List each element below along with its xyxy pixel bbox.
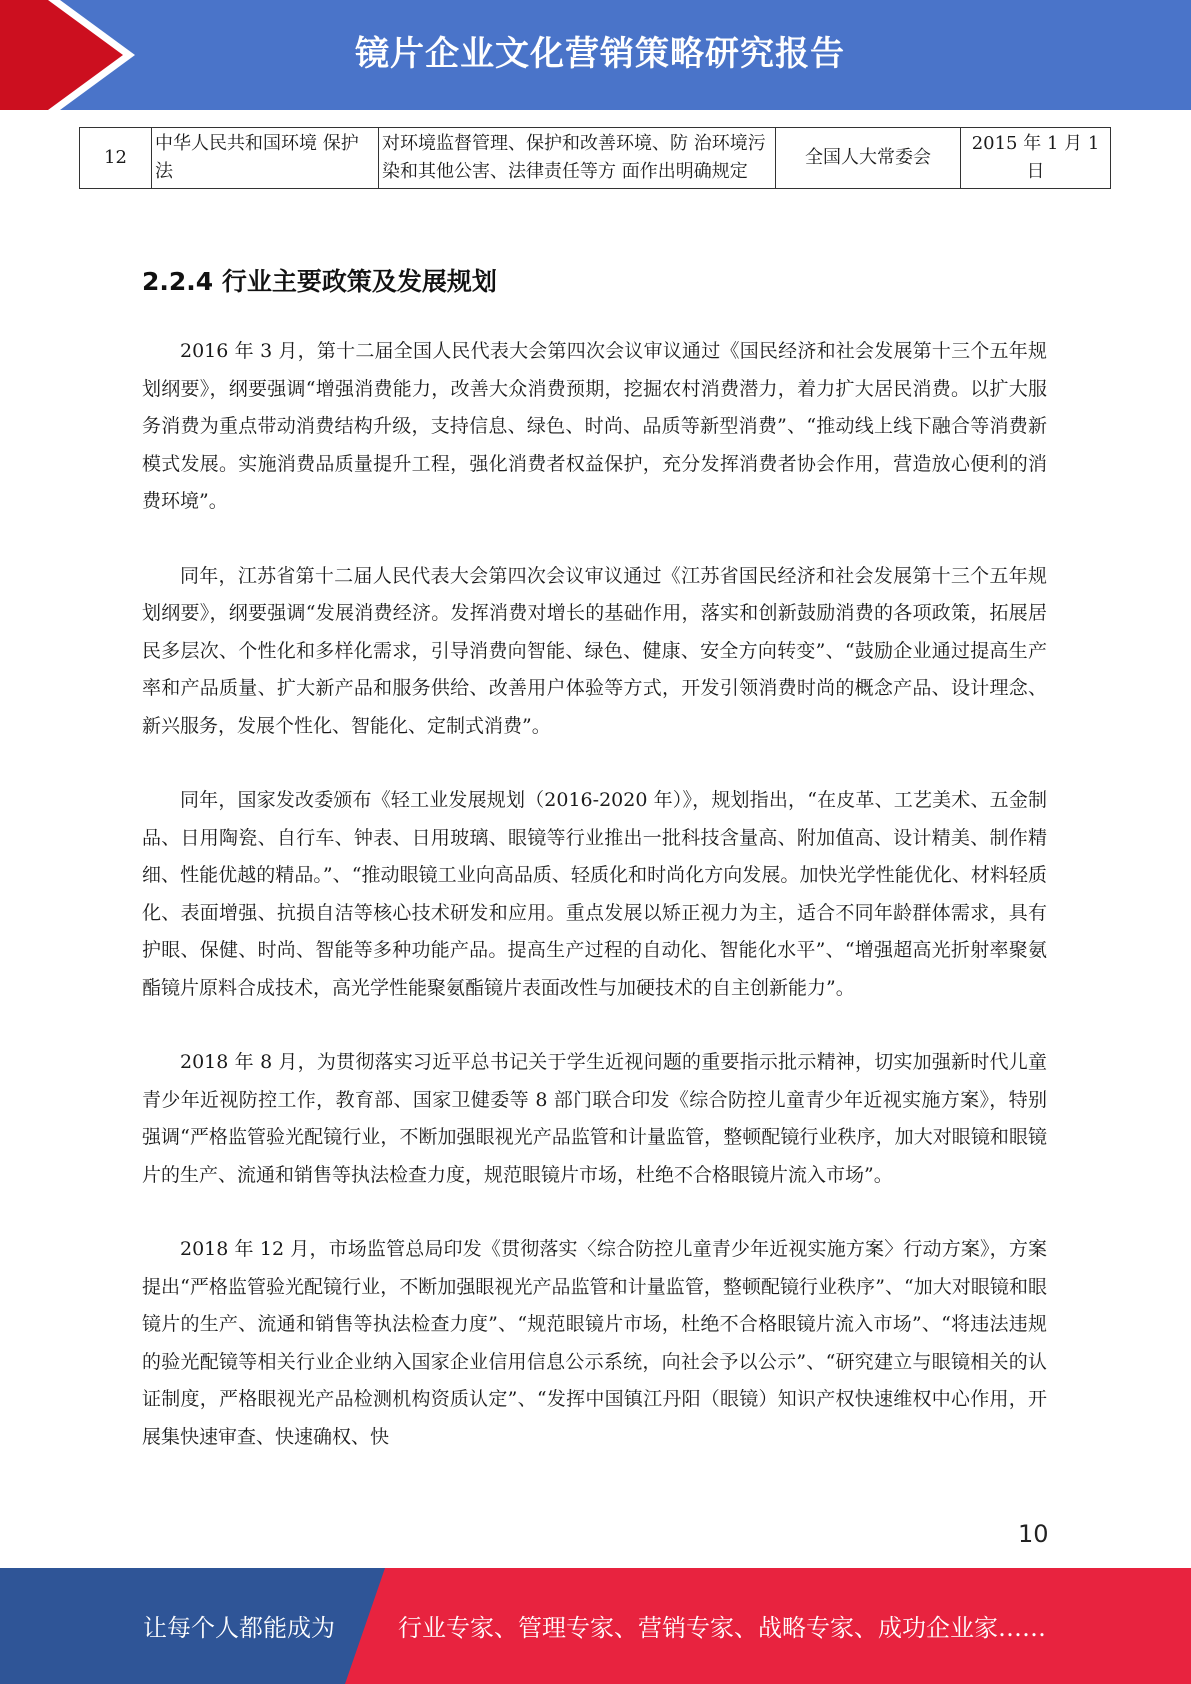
page-footer xyxy=(0,1568,1191,1684)
footer-slogan-left: 让每个人都能成为 xyxy=(143,1614,335,1642)
policy-table xyxy=(79,127,1111,189)
report-title: 镜片企业文化营销策略研究报告 xyxy=(355,34,845,74)
paragraph: 2018 年 8 月，为贯彻落实习近平总书记关于学生近视问题的重要指示批示精神，切实加强新时代儿童青少年近视防控工作，教育部、国家卫健委等 8 部门联合印发《综合防控儿童青少年近视实施方案》，特别强调“严格监管验光配镜行业，不断加强眼视光产品监管和计量监管，整顿配镜行业秩序，加大对眼镜和眼镜片的生产、流通和销售等执法检查力度，规范眼镜片市场，杜绝不合格眼镜片流入市场”。 xyxy=(142,1051,1047,1186)
section-heading: 2.2.4 行业主要政策及发展规划 xyxy=(142,267,497,296)
law-description: 对环境监督管理、保护和改善环境、防 治环境污染和其他公害、法律责任等方 面作出明确规定 xyxy=(379,128,776,189)
paragraph: 2016 年 3 月，第十二届全国人民代表大会第四次会议审议通过《国民经济和社会发展第十三个五年规划纲要》，纲要强调“增强消费能力，改善大众消费预期，挖掘农村消费潜力，着力扩大居民消费。以扩大服务消费为重点带动消费结构升级，支持信息、绿色、时尚、品质等新型消费”、“推动线上线下融合等消费新模式发展。实施消费品质量提升工程，强化消费者权益保护，充分发挥消费者协会作用，营造放心便利的消费环境”。 xyxy=(142,340,1047,512)
paragraph: 2018 年 12 月，市场监管总局印发《贯彻落实〈综合防控儿童青少年近视实施方案〉行动方案》，方案提出“严格监管验光配镜行业，不断加强眼视光产品监管和计量监管，整顿配镜行业秩序”、“加大对眼镜和眼镜片的生产、流通和销售等执法检查力度”、“规范眼镜片市场，杜绝不合格眼镜片流入市场”、“将违法违规的验光配镜等相关行业企业纳入国家企业信用信息公示系统，向社会予以公示”、“研究建立与眼镜相关的认证制度，严格眼视光产品检测机构资质认定”、“发挥中国镇江丹阳（眼镜）知识产权快速维权中心作用，开展集快速审查、快速确权、快 xyxy=(142,1238,1047,1448)
effective-date: 2015 年 1 月 1 日 xyxy=(961,128,1111,189)
section-body xyxy=(142,333,1047,1493)
table-row xyxy=(80,128,1111,189)
page-number: 10 xyxy=(1018,1520,1049,1548)
page-header xyxy=(0,0,1191,110)
footer-slogan-right: 行业专家、管理专家、营销专家、战略专家、成功企业家…… xyxy=(398,1614,1046,1642)
paragraph: 同年，国家发改委颁布《轻工业发展规划（2016-2020 年）》，规划指出，“在皮革、工艺美术、五金制品、日用陶瓷、自行车、钟表、日用玻璃、眼镜等行业推出一批科技含量高、附加值高、设计精美、制作精细、性能优越的精品。”、“推动眼镜工业向高品质、轻质化和时尚化方向发展。加快光学性能优化、材料轻质化、表面增强、抗损自洁等核心技术研发和应用。重点发展以矫正视力为主，适合不同年龄群体需求，具有护眼、保健、时尚、智能等多种功能产品。提高生产过程的自动化、智能化水平”、“增强超高光折射率聚氨酯镜片原料合成技术，高光学性能聚氨酯镜片表面改性与加硬技术的自主创新能力”。 xyxy=(142,789,1047,999)
issuing-body: 全国人大常委会 xyxy=(776,128,961,189)
paragraph: 同年，江苏省第十二届人民代表大会第四次会议审议通过《江苏省国民经济和社会发展第十三个五年规划纲要》，纲要强调“发展消费经济。发挥消费对增长的基础作用，落实和创新鼓励消费的各项政策，拓展居民多层次、个性化和多样化需求，引导消费向智能、绿色、健康、安全方向转变”、“鼓励企业通过提高生产率和产品质量、扩大新产品和服务供给、改善用户体验等方式，开发引领消费时尚的概念产品、设计理念、新兴服务，发展个性化、智能化、定制式消费”。 xyxy=(142,564,1047,737)
header-red-arrow-decoration xyxy=(0,0,150,110)
law-name: 中华人民共和国环境 保护法 xyxy=(152,128,379,189)
row-number: 12 xyxy=(80,128,152,189)
